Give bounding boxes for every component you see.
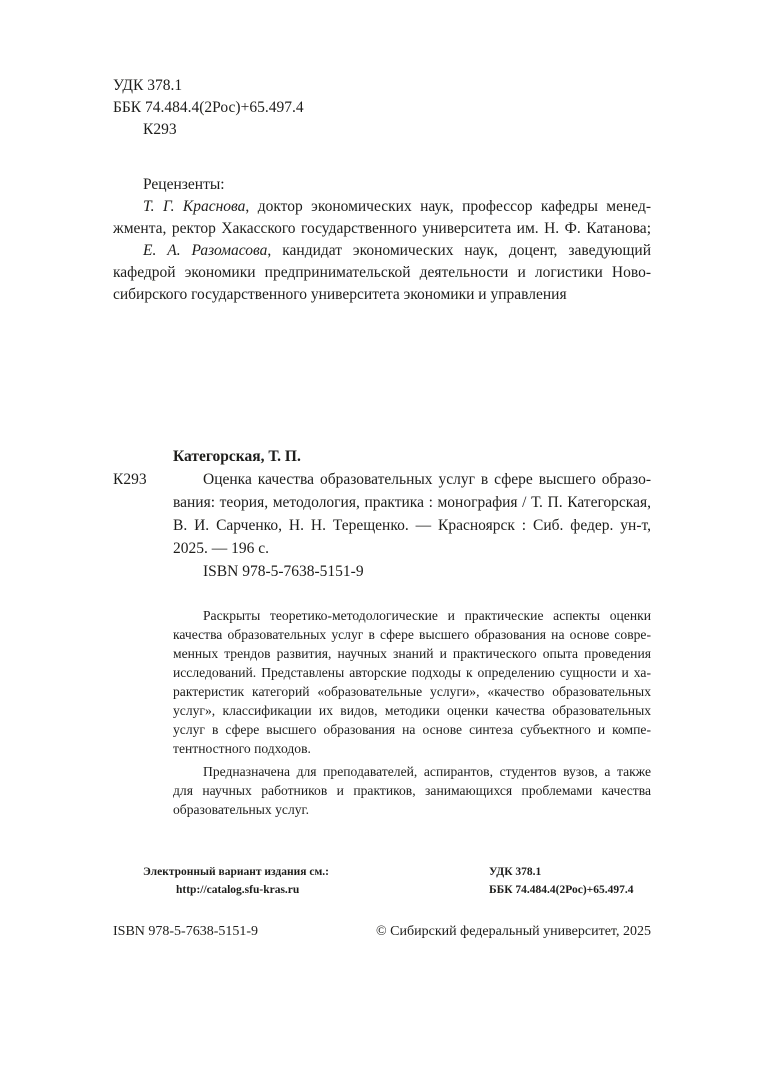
catalog-line-4: 2025. — 196 с.	[173, 540, 270, 557]
author-mark: К293	[143, 121, 177, 138]
reviewer-1-name: Т. Г. Краснова	[143, 198, 246, 215]
catalog-line-2: вания: теория, методология, практика : монография / Т. П. Категорская,	[173, 494, 651, 511]
annotation-p2-line: Предназначена для преподавателей, аспирантов, студентов вузов, а также	[203, 764, 651, 779]
annotation-p1-line: рактеристик категорий «образовательные услуги», «качество образовательных	[173, 684, 651, 699]
reviewer-2-name: Е. А. Разомасова	[143, 242, 268, 259]
footer-bbk: ББК 74.484.4(2Рос)+65.497.4	[489, 884, 634, 896]
bottom-isbn: ISBN 978-5-7638-5151-9	[113, 924, 259, 939]
catalog-author: Категорская, Т. П.	[173, 448, 301, 465]
annotation-p1-line: Раскрыты теоретико-методологические и практические аспекты оценки	[203, 608, 651, 623]
reviewers-label: Рецензенты:	[143, 176, 225, 193]
annotation-p1-line: услуг в сфере высшего образования на основе синтеза субъектного и компе-	[173, 722, 651, 737]
reviewer-2-line-1	[143, 240, 651, 262]
electronic-version-label: Электронный вариант издания см.:	[143, 866, 329, 878]
catalog-line-1: Оценка качества образовательных услуг в сфере высшего образо-	[203, 471, 651, 488]
bbk-code: ББК 74.484.4(2Рос)+65.497.4	[113, 99, 304, 116]
reviewer-2-line-3: сибирского государственного университета экономики и управления	[113, 286, 567, 303]
catalog-isbn: ISBN 978-5-7638-5151-9	[203, 563, 364, 580]
copyright: © Сибирский федеральный университет, 2025	[376, 924, 651, 939]
annotation-p1-line: менных трендов развития, научных знаний и практического опыта проведения	[173, 646, 651, 661]
reviewer-2-title: , кандидат экономических наук, доцент, заведующий	[267, 242, 651, 259]
annotation-p1-line: исследований. Представлены авторские подходы к определению сущности и ха-	[173, 665, 651, 680]
catalog-mark: К293	[113, 471, 147, 488]
annotation-p1-line: тентностного подходов.	[173, 741, 311, 756]
catalog-url-link[interactable]: http://catalog.sfu-kras.ru	[176, 884, 300, 896]
reviewer-1-title: , доктор экономических наук, профессор кафедры менед-	[245, 198, 651, 215]
udk-code: УДК 378.1	[113, 77, 183, 94]
annotation-p1-line: качества образовательных услуг в сфере высшего образования на основе совре-	[173, 627, 651, 642]
reviewer-1-line-2: жмента, ректор Хакасского государственного университета им. Н. Ф. Катанова;	[113, 220, 651, 237]
footer-udk: УДК 378.1	[489, 866, 542, 878]
catalog-line-3: В. И. Сарченко, Н. Н. Терещенко. — Красноярск : Сиб. федер. ун-т,	[173, 517, 651, 534]
annotation-p2-line: образовательных услуг.	[173, 802, 309, 817]
annotation-p1-line: услуг», классификации их видов, методики оценки качества образовательных	[173, 703, 651, 718]
reviewer-2-line-2: кафедрой экономики предпринимательской деятельности и логистики Ново-	[113, 264, 651, 281]
annotation-p2-line: для научных работников и практиков, занимающихся проблемами качества	[173, 783, 651, 798]
reviewer-1-line-1	[143, 196, 651, 218]
